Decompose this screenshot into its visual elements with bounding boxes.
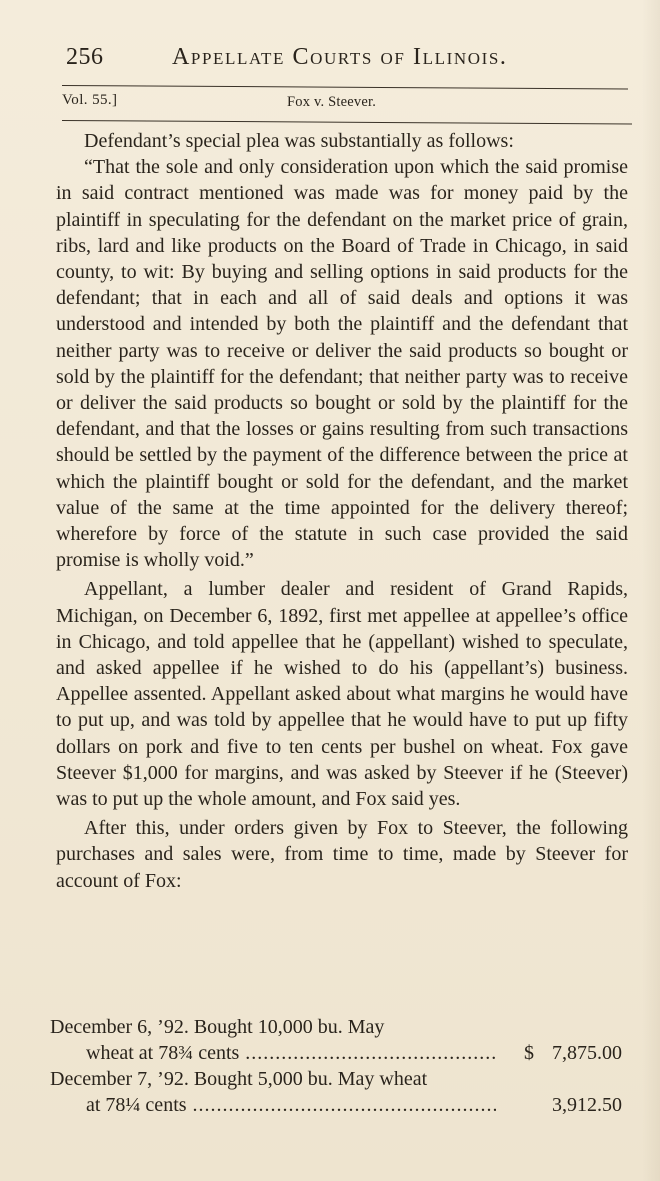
- transaction-description: December 6, ’92. Bought 10,000 bu. May: [50, 1016, 385, 1038]
- header-rule-bottom: [62, 120, 632, 124]
- volume-label: Vol. 55.]: [62, 92, 118, 108]
- paragraph-plea-intro: Defendant’s special plea was substantially as follows:: [84, 130, 514, 152]
- running-title: Appellate Courts of Illinois.: [172, 44, 508, 70]
- paragraph-transactions-intro: After this, under orders given by Fox to Steever, the following purchases and sales were, from time to time, made by Steever for account of Fox:: [56, 817, 628, 892]
- transaction-detail: wheat at 78¾ cents .....: [86, 1040, 496, 1066]
- transaction-row: [50, 1014, 630, 1066]
- header-rule-top: [62, 85, 628, 89]
- body-text: [56, 128, 628, 894]
- page-number: 256: [66, 44, 104, 70]
- transaction-description: December 7, ’92. Bought 5,000 bu. May wheat: [50, 1068, 428, 1090]
- transaction-amount: 7,875.00: [552, 1042, 622, 1064]
- paragraph-facts: Appellant, a lumber dealer and resident of Grand Rapids, Michigan, on December 6, 1892, first met appellee at appellee’s office in Chicago, and told appellee that he (appellant) wished to speculate, and asked appellee if he wished to do his (appellant’s) business. Appellee assented. Appellant asked about what margins he would have to put up, and was told by appellee that he would have to put up fifty dollars on pork and five to ten cents per bushel on wheat. Fox gave Steever $1,000 for margins, and was asked by Steever if he (Steever) was to put up the whole amount, and Fox said yes.: [56, 578, 628, 811]
- running-head: [66, 44, 536, 78]
- case-name: Fox v. Steever.: [287, 94, 377, 110]
- page-edge-shadow: [642, 0, 660, 1181]
- transactions-list: [50, 1014, 630, 1118]
- paragraph-plea-quote: “That the sole and only consideration upon which the said promise in said contract mentioned was made was for money paid by the plaintiff in speculating for the defendant on the market price of grain, ribs, lard and like products on the Board of Trade in Chicago, in said county, to wit: By buying and selling options in said products for the defendant; that in each and all of said deals and options it was understood and intended by both the plaintiff and the defendant that neither party was to receive or deliver the said products so bought or sold by the plaintiff for the defendant; that neither party was to receive or deliver the said products so bought or sold by the plaintiff for the defendant, and that the losses or gains resulting from such transactions should be settled by the payment of the difference between the price at which the plaintiff bought or sold for the defendant, and the market value of the same at the time appointed for the delivery thereof; wherefore by force of the statute in such case provided the said promise is wholly void.”: [56, 156, 628, 572]
- transaction-amount: 3,912.50: [552, 1094, 622, 1116]
- transaction-row: [50, 1066, 630, 1118]
- currency-sign: $: [524, 1042, 534, 1064]
- sub-head: [62, 90, 628, 116]
- transaction-detail: at 78¼ cents .....: [86, 1092, 496, 1118]
